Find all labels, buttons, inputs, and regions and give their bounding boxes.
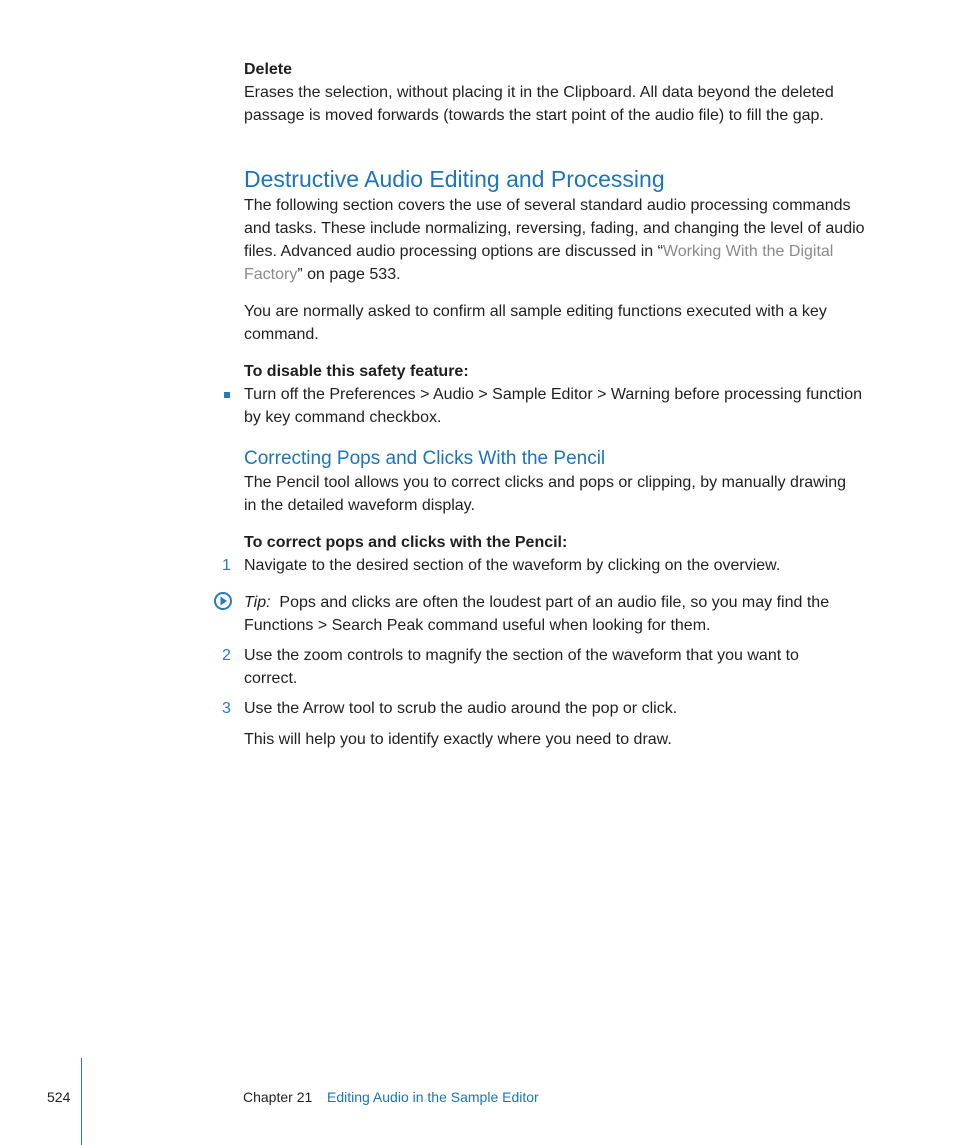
step-text: Use the zoom controls to magnify the section of the waveform that you want to xyxy=(244,647,799,664)
intro-line1: The following section covers the use of several standard audio processing commands xyxy=(244,197,851,214)
page-number: 524 xyxy=(47,1089,71,1105)
confirm-line1: You are normally asked to confirm all sample editing functions executed with a key xyxy=(244,303,827,320)
cross-reference-link-continued[interactable]: Factory xyxy=(244,266,298,283)
subsection-title: Correcting Pops and Clicks With the Pencil xyxy=(244,448,606,469)
step-number: 3 xyxy=(222,700,231,717)
tip-label: Tip: xyxy=(244,594,271,611)
square-bullet-icon xyxy=(224,392,230,398)
step-result: This will help you to identify exactly where you need to draw. xyxy=(244,731,672,748)
step-number: 1 xyxy=(222,557,231,574)
section-title: Destructive Audio Editing and Processing xyxy=(244,166,665,192)
tip-line1 xyxy=(244,591,829,614)
disable-item-line1: Turn off the Preferences > Audio > Sample Editor > Warning before processing function xyxy=(244,386,862,403)
footer-divider xyxy=(81,1058,82,1145)
intro-line4 xyxy=(244,263,401,286)
tip-text: Pops and clicks are often the loudest part of an audio file, so you may find the xyxy=(279,594,830,611)
chapter-title: Editing Audio in the Sample Editor xyxy=(327,1089,539,1105)
confirm-line2: command. xyxy=(244,326,319,343)
intro-line4-text: ” on page 533. xyxy=(297,266,401,283)
step-text: Use the Arrow tool to scrub the audio around the pop or click. xyxy=(244,700,678,717)
steps-heading: To correct pops and clicks with the Pencil: xyxy=(244,534,568,551)
intro-line2: and tasks. These include normalizing, reversing, fading, and changing the level of audio xyxy=(244,220,865,237)
delete-term: Delete xyxy=(244,61,293,78)
tip-arrow-icon xyxy=(214,592,232,610)
intro-line3-text: files. Advanced audio processing options are discussed in “ xyxy=(244,243,663,260)
disable-heading: To disable this safety feature: xyxy=(244,363,469,380)
step-text: Navigate to the desired section of the waveform by clicking on the overview. xyxy=(244,557,781,574)
cross-reference-link[interactable]: Working With the Digital xyxy=(662,243,834,260)
disable-item-line2: by key command checkbox. xyxy=(244,409,442,426)
tip-line2: Functions > Search Peak command useful when looking for them. xyxy=(244,617,711,634)
pencil-line1: The Pencil tool allows you to correct clicks and pops or clipping, by manually drawing xyxy=(244,474,847,491)
chapter-label: Chapter 21 xyxy=(243,1089,313,1105)
step-number: 2 xyxy=(222,647,231,664)
step-text-continued: correct. xyxy=(244,670,298,687)
delete-description-line1: Erases the selection, without placing it in the Clipboard. All data beyond the deleted xyxy=(244,84,834,101)
intro-line3 xyxy=(244,240,833,263)
pencil-line2: in the detailed waveform display. xyxy=(244,497,475,514)
delete-description-line2: passage is moved forwards (towards the start point of the audio file) to fill the gap. xyxy=(244,107,824,124)
